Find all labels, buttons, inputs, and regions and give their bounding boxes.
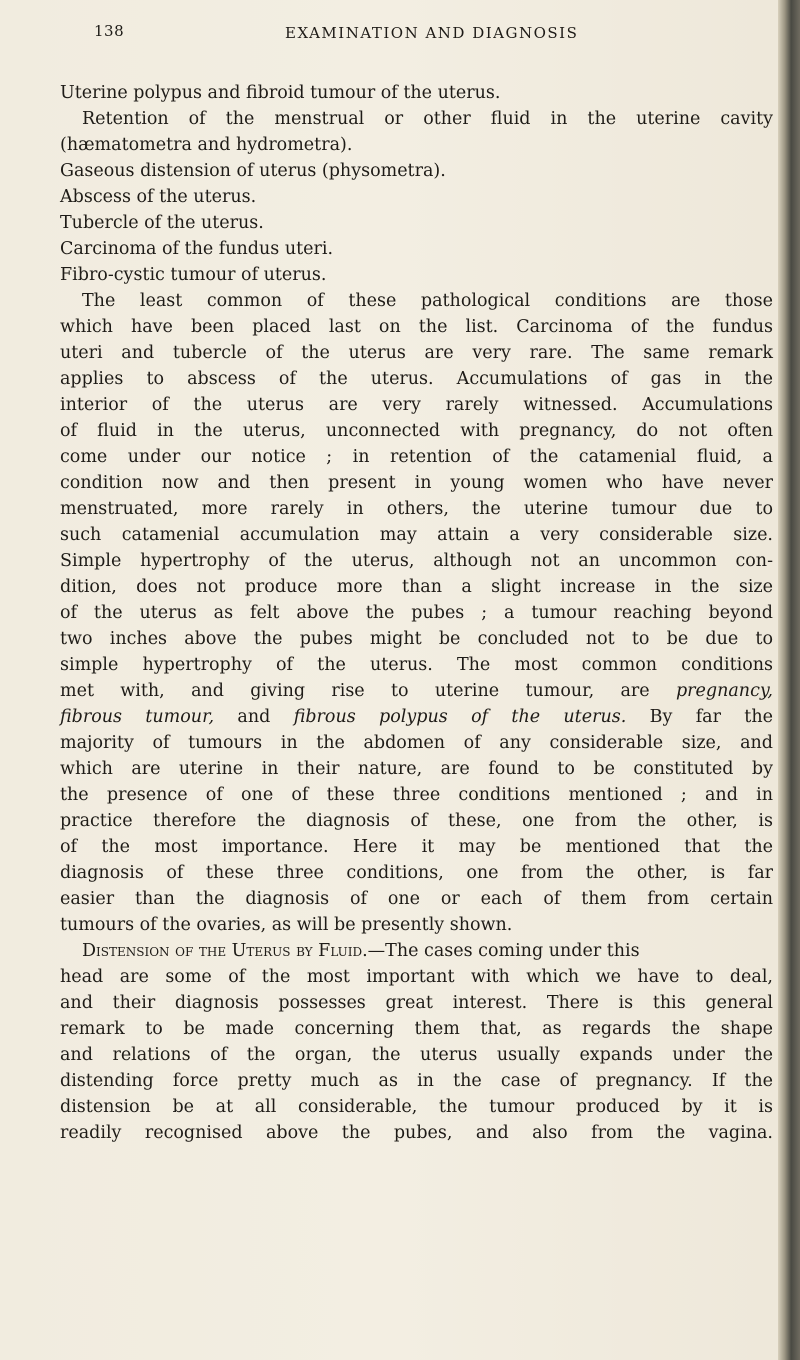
- text-run: —The cases coming under this: [367, 941, 640, 961]
- list-item: Tubercle of the uterus.: [60, 213, 264, 233]
- list-item: Uterine polypus and fibroid tumour of the uterus.: [60, 83, 501, 103]
- paragraph-line: readily recognised above the pubes, and also from the vagina.: [60, 1123, 773, 1143]
- emphasis-fibrous-polypus: fibrous polypus of the uterus.: [293, 707, 627, 727]
- paragraph-line: majority of tumours in the abdomen of any considerable size, and: [60, 733, 773, 753]
- paragraph-line: [60, 938, 773, 964]
- text-run: met with, and giving rise to uterine tumour, are: [60, 681, 650, 701]
- running-title: EXAMINATION AND DIAGNOSIS: [285, 24, 579, 42]
- paragraph-line: interior of the uterus are very rarely witnessed. Accumulations: [60, 395, 773, 415]
- paragraph-line: tumours of the ovaries, as will be presently shown.: [60, 915, 513, 935]
- section-heading: Distension of the Uterus by Fluid.: [82, 941, 368, 961]
- body-text: [60, 80, 773, 1146]
- paragraph-line: Simple hypertrophy of the uterus, although not an uncommon con-: [60, 551, 773, 571]
- running-head: [0, 10, 780, 50]
- book-spine-edge: [778, 0, 800, 1360]
- text-run: By far the: [649, 707, 773, 727]
- paragraph-line: such catamenial accumulation may attain a very considerable size.: [60, 525, 773, 545]
- text-run: and: [237, 707, 271, 727]
- paragraph-line: of fluid in the uterus, unconnected with pregnancy, do not often: [60, 421, 773, 441]
- paragraph-line: come under our notice ; in retention of the catamenial fluid, a: [60, 447, 773, 467]
- text-line: (hæmatometra and hydrometra).: [60, 135, 353, 155]
- paragraph-line: applies to abscess of the uterus. Accumulations of gas in the: [60, 369, 773, 389]
- list-item: Abscess of the uterus.: [60, 187, 257, 207]
- list-item: Fibro-cystic tumour of uterus.: [60, 265, 327, 285]
- list-item: Carcinoma of the fundus uteri.: [60, 239, 334, 259]
- paragraph-line: of the most importance. Here it may be mentioned that the: [60, 837, 773, 857]
- paragraph-line: [60, 704, 773, 730]
- paragraph-line: dition, does not produce more than a slight increase in the size: [60, 577, 773, 597]
- paragraph-line: and relations of the organ, the uterus usually expands under the: [60, 1045, 773, 1065]
- paragraph-line: menstruated, more rarely in others, the uterine tumour due to: [60, 499, 773, 519]
- list-item: Gaseous distension of uterus (physometra).: [60, 161, 446, 181]
- paragraph-line: uteri and tubercle of the uterus are very rare. The same remark: [60, 343, 773, 363]
- paragraph-line: diagnosis of these three conditions, one from the other, is far: [60, 863, 773, 883]
- paragraph-line: [60, 678, 773, 704]
- paragraph-line: and their diagnosis possesses great interest. There is this general: [60, 993, 773, 1013]
- emphasis-fibrous-tumour: fibrous tumour,: [60, 707, 215, 727]
- paragraph-line: practice therefore the diagnosis of these, one from the other, is: [60, 811, 773, 831]
- paragraph-line: easier than the diagnosis of one or each of them from certain: [60, 889, 773, 909]
- paragraph-line: remark to be made concerning them that, as regards the shape: [60, 1019, 773, 1039]
- list-item: Retention of the menstrual or other fluid in the uterine cavity: [82, 109, 773, 129]
- paragraph-line: the presence of one of these three conditions mentioned ; and in: [60, 785, 773, 805]
- paragraph-line: head are some of the most important with which we have to deal,: [60, 967, 773, 987]
- paragraph-line: The least common of these pathological conditions are those: [82, 291, 773, 311]
- page-number: 138: [94, 22, 125, 40]
- paragraph-line: which have been placed last on the list. Carcinoma of the fundus: [60, 317, 773, 337]
- emphasis-pregnancy: pregnancy,: [675, 681, 773, 701]
- paragraph-line: distending force pretty much as in the case of pregnancy. If the: [60, 1071, 773, 1091]
- paragraph-line: condition now and then present in young women who have never: [60, 473, 773, 493]
- paragraph-line: simple hypertrophy of the uterus. The most common conditions: [60, 655, 773, 675]
- paragraph-line: of the uterus as felt above the pubes ; a tumour reaching beyond: [60, 603, 773, 623]
- paragraph-line: distension be at all considerable, the tumour produced by it is: [60, 1097, 773, 1117]
- paragraph-line: which are uterine in their nature, are found to be constituted by: [60, 759, 773, 779]
- paragraph-line: two inches above the pubes might be concluded not to be due to: [60, 629, 773, 649]
